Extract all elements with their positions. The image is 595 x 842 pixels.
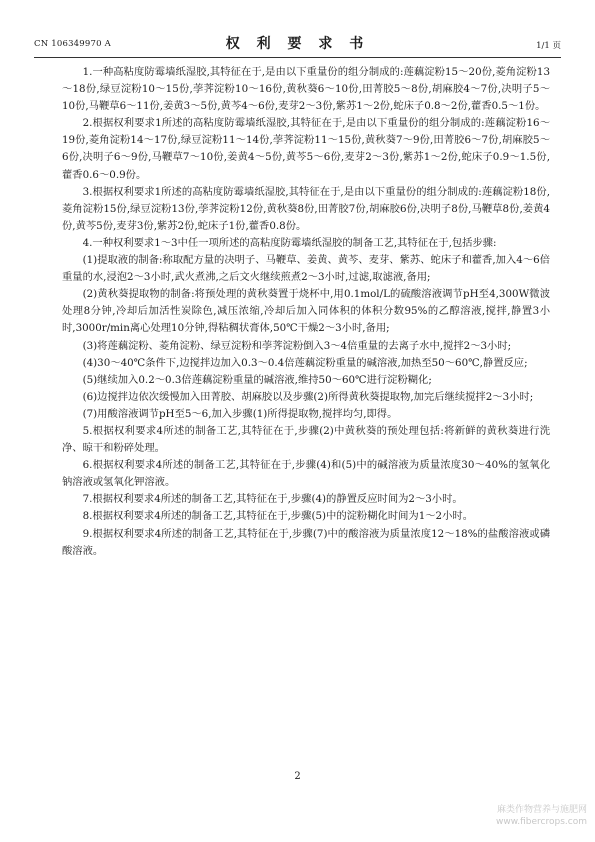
claim-7: 7.根据权利要求4所述的制备工艺,其特征在于,步骤(4)的静置反应时间为2～3小时。 xyxy=(82,493,463,506)
claim-8: 8.根据权利要求4所述的制备工艺,其特征在于,步骤(5)中的淀粉糊化时间为1～2小时。 xyxy=(82,510,473,523)
claim-4-step-5: (5)继续加入0.2～0.3倍莲藕淀粉重量的碱溶液,维持50～60℃进行淀粉糊化; xyxy=(82,373,432,386)
page-header xyxy=(34,33,561,55)
claim-4-step-3: (3)将莲藕淀粉、菱角淀粉、绿豆淀粉和荸荠淀粉倒入3～4倍重量的去离子水中,搅拌2～3小时; xyxy=(82,339,512,352)
publication-number: CN 106349970 A xyxy=(34,39,111,49)
watermark-url: www.fibercrops.com xyxy=(496,817,587,827)
claim-4-step-2: (2)黄秋葵提取物的制备:将预处理的黄秋葵置于烧杯中,用0.1mol/L的硫酸溶液调节pH至4,300W微波处理8分钟,冷却后加活性炭除色,减压浓缩,冷却后加入同体积的体积分数95%的乙醇溶液,搅拌,静置3小时,3000r/min离心处理10分钟,得粘稠状膏体,50℃干燥2～3小时,备用; xyxy=(62,288,550,335)
claim-4-step-7: (7)用酸溶液调节pH至5～6,加入步骤(1)所得提取物,搅拌均匀,即得。 xyxy=(82,407,398,420)
claims-body xyxy=(62,64,550,560)
header-rule xyxy=(34,57,561,58)
watermark xyxy=(496,804,587,828)
claim-3: 3.根据权利要求1所述的高粘度防霉墙纸湿胶,其特征在于,是由以下重量份的组分制成的:莲藕淀粉18份,菱角淀粉15份,绿豆淀粉13份,荸荠淀粉12份,黄秋葵8份,田菁胶7份,胡麻胶6份,决明子8份,马鞭草8份,姜黄4份,黄芩5份,麦芽3份,紫苏2份,蛇床子1份,藿香0.8份。 xyxy=(62,185,550,232)
claim-9: 9.根据权利要求4所述的制备工艺,其特征在于,步骤(7)中的酸溶液为质量浓度12～18%的盐酸溶液或磷酸溶液。 xyxy=(62,527,550,557)
claim-6: 6.根据权利要求4所述的制备工艺,其特征在于,步骤(4)和(5)中的碱溶液为质量浓度30～40%的氢氧化钠溶液或氢氧化钾溶液。 xyxy=(62,459,550,489)
claim-4: 4.一种权利要求1～3中任一项所述的高粘度防霉墙纸湿胶的制备工艺,其特征在于,包括步骤: xyxy=(82,236,497,249)
page-indicator: 1/1 页 xyxy=(536,41,561,51)
document-title: 权 利 要 求 书 xyxy=(225,36,370,52)
watermark-site-name: 麻类作物营养与施肥网 xyxy=(496,805,587,815)
claim-2: 2.根据权利要求1所述的高粘度防霉墙纸湿胶,其特征在于,是由以下重量份的组分制成的:莲藕淀粉16～19份,菱角淀粉14～17份,绿豆淀粉11～14份,荸荠淀粉11～15份,黄秋葵7～9份,田菁胶6～7份,胡麻胶5～6份,决明子6～9份,马鞭草7～10份,姜黄4～5份,黄芩5～6份,麦芽2～3份,紫苏1～2份,蛇床子0.9～1.5份,藿香0.6～0.9份。 xyxy=(62,117,550,181)
claim-4-step-6: (6)边搅拌边依次缓慢加入田菁胶、胡麻胶以及步骤(2)所得黄秋葵提取物,加完后继续搅拌2～3小时; xyxy=(82,390,534,403)
claim-4-step-4: (4)30～40℃条件下,边搅拌边加入0.3～0.4倍莲藕淀粉重量的碱溶液,加热至50～60℃,静置反应; xyxy=(82,356,528,369)
claim-1: 1.一种高粘度防霉墙纸湿胶,其特征在于,是由以下重量份的组分制成的:莲藕淀粉15～20份,菱角淀粉13～18份,绿豆淀粉10～15份,荸荠淀粉10～16份,黄秋葵6～10份,田菁胶5～8份,胡麻胶4～7份,决明子5～10份,马鞭草6～11份,姜黄3～5份,黄芩4～6份,麦芽2～3份,紫苏1～2份,蛇床子0.8～2份,藿香0.5～1份。 xyxy=(62,66,550,113)
page-number: 2 xyxy=(294,771,301,782)
claim-5: 5.根据权利要求4所述的制备工艺,其特征在于,步骤(2)中黄秋葵的预处理包括:将新鲜的黄秋葵进行洗净、晾干和粉碎处理。 xyxy=(62,424,550,455)
claim-4-step-1: (1)提取液的制备:称取配方量的决明子、马鞭草、姜黄、黄芩、麦芽、紫苏、蛇床子和藿香,加入4～6倍重量的水,浸泡2～3小时,武火煮沸,之后文火继续煎煮2～3小时,过滤,取滤液,备用; xyxy=(62,254,550,284)
